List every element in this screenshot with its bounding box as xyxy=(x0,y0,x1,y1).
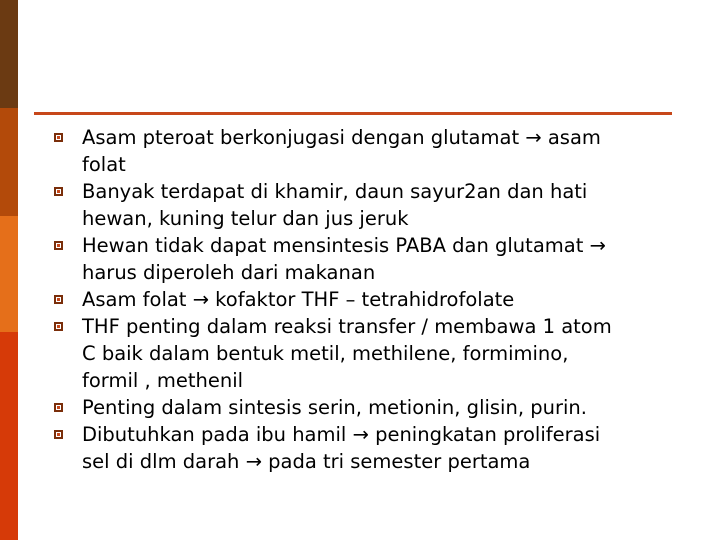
side-bar-segment-upper-mid xyxy=(0,108,18,216)
bullet-item-1 xyxy=(54,124,704,178)
side-bar-segment-lower-mid xyxy=(0,216,18,332)
decorative-side-bar xyxy=(0,0,18,540)
bullet-text-line: Hewan tidak dapat mensintesis PABA dan glutamat → xyxy=(82,234,606,257)
square-bullet-icon xyxy=(54,133,63,142)
bullet-text-line: Asam pteroat berkonjugasi dengan glutamat → asam xyxy=(82,126,601,149)
bullet-text-line: sel di dlm darah → pada tri semester pertama xyxy=(82,450,531,473)
bullet-text-line: hewan, kuning telur dan jus jeruk xyxy=(82,207,409,230)
square-bullet-icon xyxy=(54,241,63,250)
bullet-text-line: Penting dalam sintesis serin, metionin, glisin, purin. xyxy=(82,396,587,419)
bullet-text-line: C baik dalam bentuk metil, methilene, formimino, xyxy=(82,342,569,365)
bullet-item-3 xyxy=(54,232,704,286)
bullet-text-line: folat xyxy=(82,153,126,176)
bullet-text-line: formil , methenil xyxy=(82,369,244,392)
bullet-text-line: Banyak terdapat di khamir, daun sayur2an dan hati xyxy=(82,180,588,203)
title-divider-rule xyxy=(34,112,672,115)
bullet-item-7 xyxy=(54,421,704,475)
bullet-text-line: THF penting dalam reaksi transfer / membawa 1 atom xyxy=(82,315,612,338)
bullet-text-line: harus diperoleh dari makanan xyxy=(82,261,376,284)
side-bar-segment-top xyxy=(0,0,18,108)
square-bullet-icon xyxy=(54,295,63,304)
bullet-item-5 xyxy=(54,313,704,394)
square-bullet-icon xyxy=(54,322,63,331)
bullet-item-4 xyxy=(54,286,704,313)
square-bullet-icon xyxy=(54,187,63,196)
bullet-list xyxy=(54,124,704,475)
bullet-item-2 xyxy=(54,178,704,232)
square-bullet-icon xyxy=(54,403,63,412)
side-bar-segment-bottom xyxy=(0,332,18,540)
bullet-text-line: Dibutuhkan pada ibu hamil → peningkatan proliferasi xyxy=(82,423,601,446)
square-bullet-icon xyxy=(54,430,63,439)
bullet-item-6 xyxy=(54,394,704,421)
bullet-text-line: Asam folat → kofaktor THF – tetrahidrofolate xyxy=(82,288,515,311)
